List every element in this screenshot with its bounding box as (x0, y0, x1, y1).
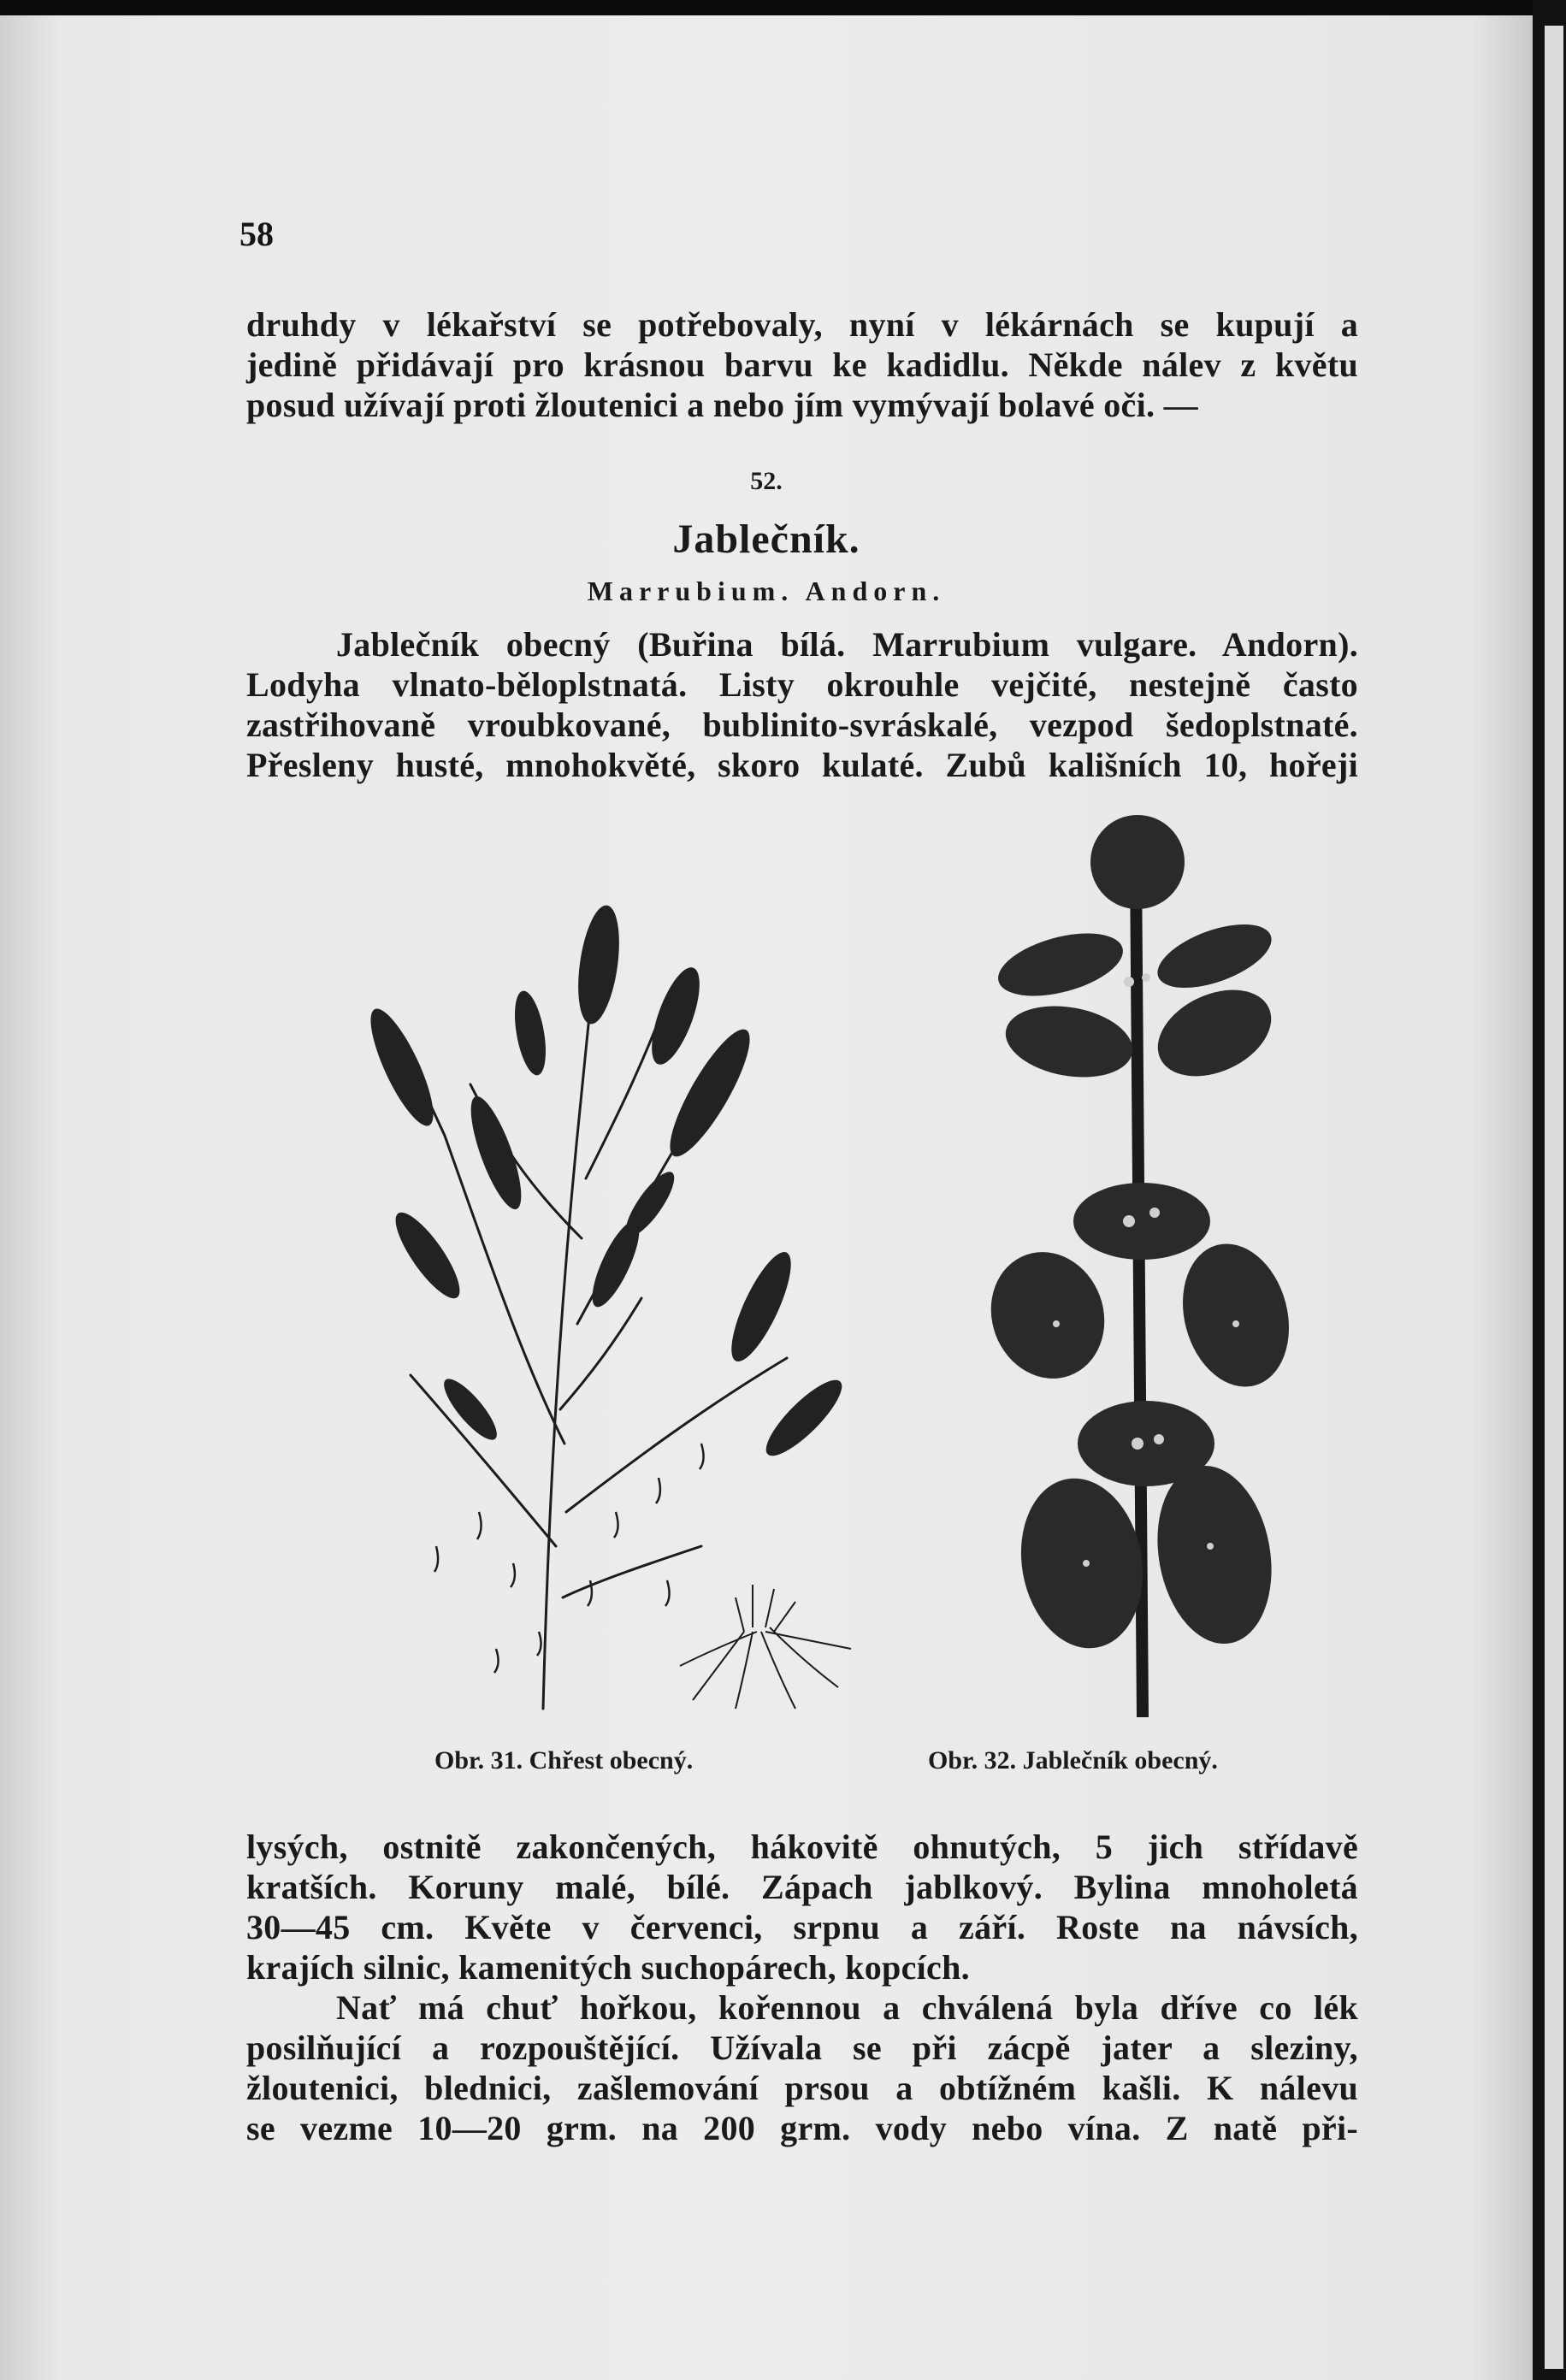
text-line: kratších. Koruny malé, bílé. Zápach jablkový. Bylina mnoholetá (246, 1868, 1358, 1906)
text-line: posilňující a rozpouštějící. Užívala se při zácpě jater a sleziny, (246, 2029, 1358, 2067)
text-line: jedině přidávají pro krásnou barvu ke kadidlu. Někde nálev z květu (246, 345, 1358, 384)
text-line: lysých, ostnitě zakončených, hákovitě ohnutých, 5 jich střídavě (246, 1828, 1358, 1866)
section-title: Jablečník. (672, 517, 860, 562)
section-latin-name: Marrubium. Andorn. (587, 576, 946, 606)
asparagus-illustration-icon (342, 896, 898, 1734)
page-number: 58 (239, 215, 274, 253)
continuation-paragraph (246, 1827, 1358, 1987)
text-line: se vezme 10—20 grm. na 200 grm. vody nebo vína. Z natě při- (246, 2109, 1358, 2147)
text-line: druhdy v lékařství se potřebovaly, nyní v lékárnách se kupují a (246, 305, 1358, 344)
text-line: Jablečník obecný (Buřina bílá. Marrubium vulgare. Andorn). (336, 625, 1358, 664)
text-line: Přesleny husté, mnohokvěté, skoro kulaté. Zubů kališních 10, hořeji (246, 746, 1358, 784)
text-line: zastřihovaně vroubkované, bublinito-svráskalé, vezpod šedoplstnaté. (246, 706, 1358, 744)
book-page (0, 15, 1533, 2380)
text-line: Nať má chuť hořkou, kořennou a chválená byla dříve co lék (336, 1988, 1358, 2027)
description-paragraph (246, 624, 1358, 785)
horehound-illustration-icon (975, 811, 1317, 1734)
text-line: žloutenici, blednici, zašlemování prsou a obtížném kašli. K nálevu (246, 2069, 1358, 2107)
text-line: krajích silnic, kamenitých suchopárech, kopcích. (246, 1948, 970, 1987)
intro-paragraph (246, 304, 1358, 425)
section-number: 52. (750, 467, 783, 495)
figure-31-caption: Obr. 31. Chřest obecný. (434, 1746, 694, 1775)
usage-paragraph (246, 1987, 1358, 2148)
figure-32-caption: Obr. 32. Jablečník obecný. (928, 1746, 1218, 1775)
text-line: 30—45 cm. Květe v červenci, srpnu a září. Roste na návsích, (246, 1908, 1358, 1946)
scan-border (1533, 0, 1566, 2380)
text-line: posud užívají proti žloutenici a nebo jím vymývají bolavé oči. — (246, 386, 1198, 424)
next-page-edge (1545, 26, 1563, 2369)
text-line: Lodyha vlnato-běloplstnatá. Listy okrouhle vejčité, nestejně často (246, 665, 1358, 704)
